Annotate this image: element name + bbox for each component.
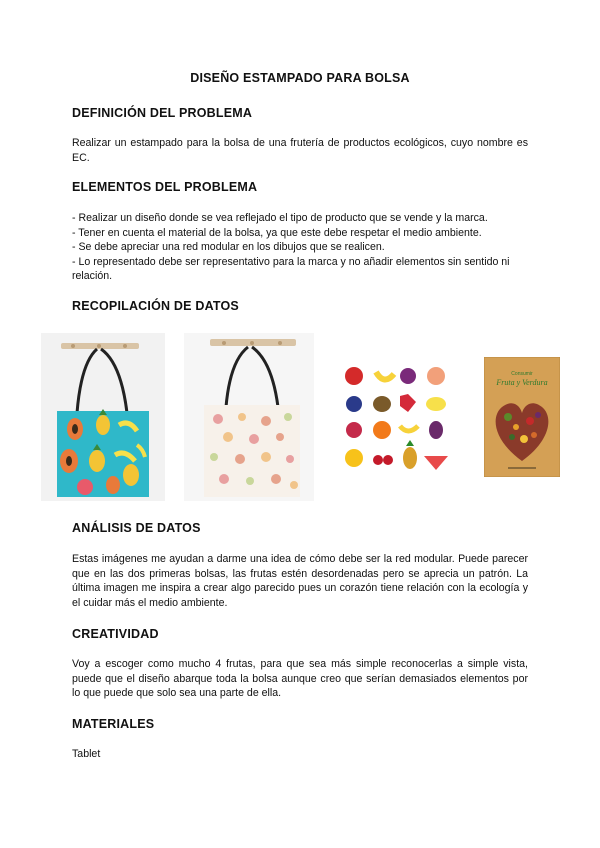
- heading-materiales: MATERIALES: [72, 717, 155, 731]
- book-title-line2: Fruta y Verdura: [496, 378, 548, 387]
- list-item: - Tener en cuenta el material de la bolsa, ya que este debe respetar el medio ambiente.: [72, 226, 482, 239]
- book-title-line1: Consumir: [511, 371, 533, 377]
- list-item: - Realizar un diseño donde se vea reflejado el tipo de producto que se vende y la marca.: [72, 212, 488, 224]
- list-item: - Lo representado debe ser representativo para la marca y no añadir elementos sin sentido ni relación.: [72, 255, 510, 282]
- tote-bag-tropical-image: [41, 333, 165, 501]
- fruit-grid-image: [340, 364, 456, 474]
- heading-elementos: ELEMENTOS DEL PROBLEMA: [72, 180, 258, 194]
- text-materiales: Tablet: [72, 748, 101, 760]
- heading-definicion: DEFINICIÓN DEL PROBLEMA: [72, 106, 253, 120]
- document-title: DISEÑO ESTAMPADO PARA BOLSA: [190, 71, 410, 85]
- tote-bag-pastel-image: [184, 333, 314, 501]
- text-definicion: Realizar un estampado para la bolsa de una frutería de productos ecológicos, cuyo nombre es EC.: [72, 137, 528, 164]
- text-creatividad: Voy a escoger como mucho 4 frutas, para que sea más simple reconocerlas a simple vista, puede que el diseño abarque toda la bolsa aunque creo que serían demasiados elementos por lo que puede que solo sea una parte de ella.: [72, 658, 528, 699]
- heading-creatividad: CREATIVIDAD: [72, 627, 159, 641]
- list-item: - Se debe apreciar una red modular en los dibujos que se realicen.: [72, 241, 385, 253]
- list-elementos: [72, 211, 528, 284]
- heading-analisis: ANÁLISIS DE DATOS: [72, 521, 201, 535]
- heading-recopilacion: RECOPILACIÓN DE DATOS: [72, 299, 239, 313]
- fruta-verdura-book-image: [484, 357, 560, 477]
- text-analisis: Estas imágenes me ayudan a darme una idea de cómo debe ser la red modular. Puede parecer que en las dos primeras bolsas, las frutas estén desordenadas pero se aprecia un patrón. La última imagen me inspira a crear algo parecido pues un corazón tiene relación con la ecología y el cuidar más el medio ambiente.: [72, 553, 528, 609]
